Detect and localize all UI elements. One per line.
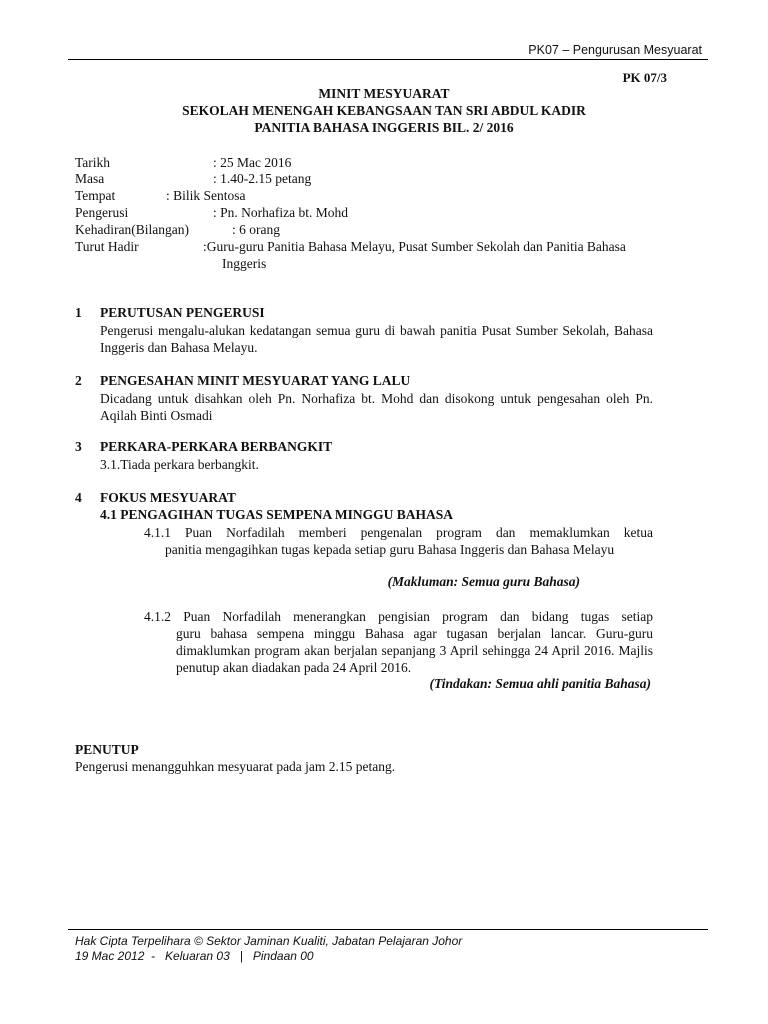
section-2-number: 2 xyxy=(75,373,82,388)
item-4-1-2-first-line: 4.1.2 Puan Norfadilah menerangkan pengisian program dan bidang tugas setiap xyxy=(144,609,653,624)
item-4-1-1-note: (Makluman: Semua guru Bahasa) xyxy=(387,574,580,589)
item-4-1-1-text: panitia mengagihkan tugas kepada setiap guru Bahasa Inggeris dan Bahasa Melayu xyxy=(165,542,615,557)
section-3-title: PERKARA-PERKARA BERBANGKIT xyxy=(100,439,333,454)
pengerusi-value: : Pn. Norhafiza bt. Mohd xyxy=(213,205,348,220)
item-4-1-1-first-line: 4.1.1 Puan Norfadilah memberi pengenalan program dan memaklumkan ketua xyxy=(144,525,653,540)
closing-text: Pengerusi menangguhkan mesyuarat pada jam 2.15 petang. xyxy=(75,759,396,774)
section-1-text: Pengerusi mengalu-alukan kedatangan semua guru di bawah panitia Pusat Sumber Sekolah, Bahasa Inggeris dan Bahasa Melayu. xyxy=(100,323,653,355)
tarikh-value: : 25 Mac 2016 xyxy=(213,155,292,170)
masa-value: : 1.40-2.15 petang xyxy=(213,171,312,186)
pengerusi-label: Pengerusi xyxy=(75,205,129,220)
turut-hadir-value: :Guru-guru Panitia Bahasa Melayu, Pusat Sumber Sekolah dan Panitia Bahasa xyxy=(203,239,626,254)
section-2-text: Dicadang untuk disahkan oleh Pn. Norhafiza bt. Mohd dan disokong untuk pengesahan oleh Pn. Aqilah Binti Osmadi xyxy=(100,391,653,423)
item-4-1-2-text: guru bahasa sempena minggu Bahasa agar tugasan berjalan lancar. Guru-guru dimaklumkan program akan berjalan sepanjang 3 April sehingga 24 April 2016. Majlis penutup akan diadakan pada 24 April 2016. xyxy=(176,626,653,675)
item-4-1-2-note: (Tindakan: Semua ahli panitia Bahasa) xyxy=(429,676,651,691)
title-line-2: SEKOLAH MENENGAH KEBANGSAAN TAN SRI ABDUL KADIR xyxy=(182,103,586,118)
footer-rule xyxy=(68,929,708,930)
masa-label: Masa xyxy=(75,171,105,186)
footer-copyright: Hak Cipta Terpelihara © Sektor Jaminan Kualiti, Jabatan Pelajaran Johor xyxy=(75,934,463,948)
tempat-label: Tempat xyxy=(75,188,116,203)
turut-hadir-label: Turut Hadir xyxy=(75,239,139,254)
section-3-text: 3.1.Tiada perkara berbangkit. xyxy=(100,457,259,472)
turut-hadir-value-cont: Inggeris xyxy=(222,256,267,271)
section-3-number: 3 xyxy=(75,439,82,454)
title-line-3: PANITIA BAHASA INGGERIS BIL. 2/ 2016 xyxy=(254,120,514,135)
footer-revision: 19 Mac 2012 - Keluaran 03 | Pindaan 00 xyxy=(75,949,314,963)
kehadiran-label: Kehadiran(Bilangan) xyxy=(75,222,189,237)
tempat-value: : Bilik Sentosa xyxy=(166,188,246,203)
section-4-1-title: 4.1 PENGAGIHAN TUGAS SEMPENA MINGGU BAHASA xyxy=(100,507,454,522)
section-4-number: 4 xyxy=(75,490,82,505)
header-code-title: PK07 – Pengurusan Mesyuarat xyxy=(528,43,702,57)
kehadiran-value: : 6 orang xyxy=(232,222,280,237)
section-2-title: PENGESAHAN MINIT MESYUARAT YANG LALU xyxy=(100,373,411,388)
tarikh-label: Tarikh xyxy=(75,155,111,170)
title-line-1: MINIT MESYUARAT xyxy=(318,86,450,101)
form-reference: PK 07/3 xyxy=(622,70,667,85)
section-1-number: 1 xyxy=(75,305,82,320)
section-4-title: FOKUS MESYUARAT xyxy=(100,490,236,505)
closing-title: PENUTUP xyxy=(75,742,139,757)
section-1-title: PERUTUSAN PENGERUSI xyxy=(100,305,265,320)
header-rule xyxy=(68,59,708,60)
